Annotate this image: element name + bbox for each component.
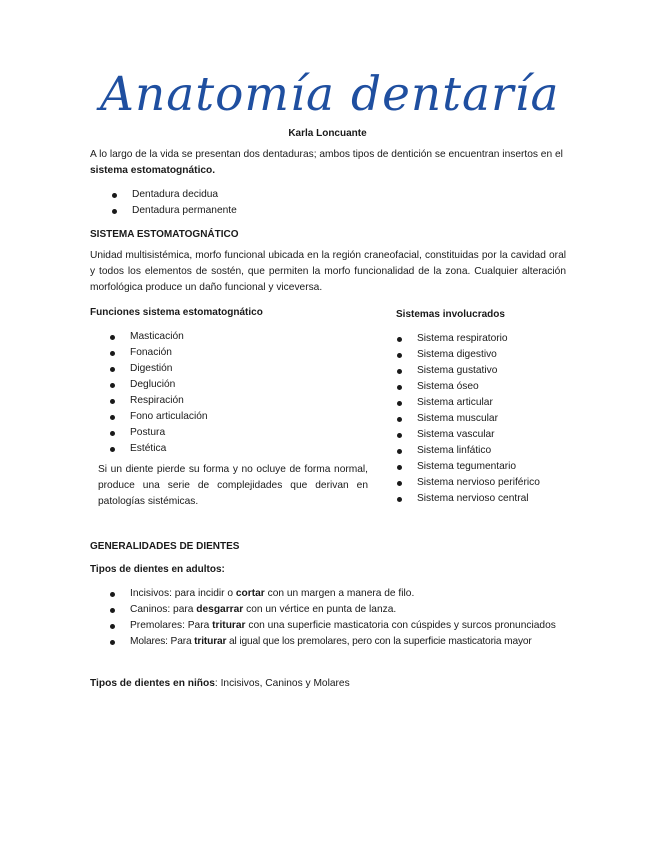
list-item: Dentadura decidua [108,187,408,203]
dentaduras-list [108,187,408,219]
ninos-text: : Incisivos, Caninos y Molares [214,678,350,689]
item-text: Caninos: para [130,604,197,615]
list-item: Sistema nervioso periférico [393,475,593,491]
sistema-paragraph: Unidad multisistémica, morfo funcional ubicada en la región craneofacial, constituidas por la cavidad oral y todos los elementos de sostén, que permiten la morfo funcionalidad de la zona. Cualquier alteración morfológica produce un daño funcional y viceversa. [90,250,566,293]
adultos-list [106,586,568,650]
item-text: Incisivos: para incidir o [130,588,236,599]
list-item: Masticación [106,329,346,345]
list-item: Sistema nervioso central [393,491,593,507]
ninos-paragraph [90,676,566,692]
adultos-heading: Tipos de dientes en adultos: [90,564,225,575]
list-item: Fonación [106,345,346,361]
list-item: Sistema gustativo [393,363,593,379]
list-item: Dentadura permanente [108,203,408,219]
list-item: Sistema digestivo [393,347,593,363]
list-item [106,586,568,602]
item-text: con una superficie masticatoria con cúspides y surcos pronunciados [245,620,556,631]
generalidades-heading: GENERALIDADES DE DIENTES [90,541,240,552]
item-bold: triturar [212,620,246,631]
intro-text: A lo largo de la vida se presentan dos dentaduras; ambos tipos de dentición se encuentran insertos en el [90,149,563,160]
list-item: Sistema óseo [393,379,593,395]
sistemas-heading: Sistemas involucrados [396,309,505,320]
item-bold: triturar [194,636,227,647]
funciones-list [106,329,346,457]
funciones-heading: Funciones sistema estomatognático [90,307,263,318]
list-item: Sistema respiratorio [393,331,593,347]
list-item: Sistema vascular [393,427,593,443]
list-item [106,618,568,634]
list-item [106,634,568,650]
author-name: Karla Loncuante [288,128,367,139]
list-item [106,602,568,618]
item-text: Molares: Para [130,636,195,647]
sistema-heading: SISTEMA ESTOMATOGNÁTICO [90,229,239,240]
list-item: Fono articulación [106,409,346,425]
list-item: Estética [106,441,346,457]
document-title: Anatomía dentaría [100,67,560,122]
intro-paragraph [90,147,566,179]
item-text: con un vértice en punta de lanza. [243,604,397,615]
list-item: Sistema muscular [393,411,593,427]
ninos-label: Tipos de dientes en niños [90,678,215,689]
item-bold: desgarrar [196,604,244,615]
item-text: al igual que los premolares, pero con la superficie masticatoria mayor [226,636,532,647]
item-text: con un margen a manera de filo. [264,588,415,599]
item-text: Premolares: Para [130,620,213,631]
intro-bold: sistema estomatognático. [90,165,216,176]
list-item: Sistema tegumentario [393,459,593,475]
funciones-note: Si un diente pierde su forma y no ocluye de forma normal, produce una serie de complejidades que derivan en patologías sistémicas. [98,464,368,507]
list-item: Deglución [106,377,346,393]
list-item: Sistema articular [393,395,593,411]
list-item: Respiración [106,393,346,409]
list-item: Postura [106,425,346,441]
sistemas-list [393,331,593,507]
list-item: Digestión [106,361,346,377]
item-bold: cortar [235,588,265,599]
list-item: Sistema linfático [393,443,593,459]
